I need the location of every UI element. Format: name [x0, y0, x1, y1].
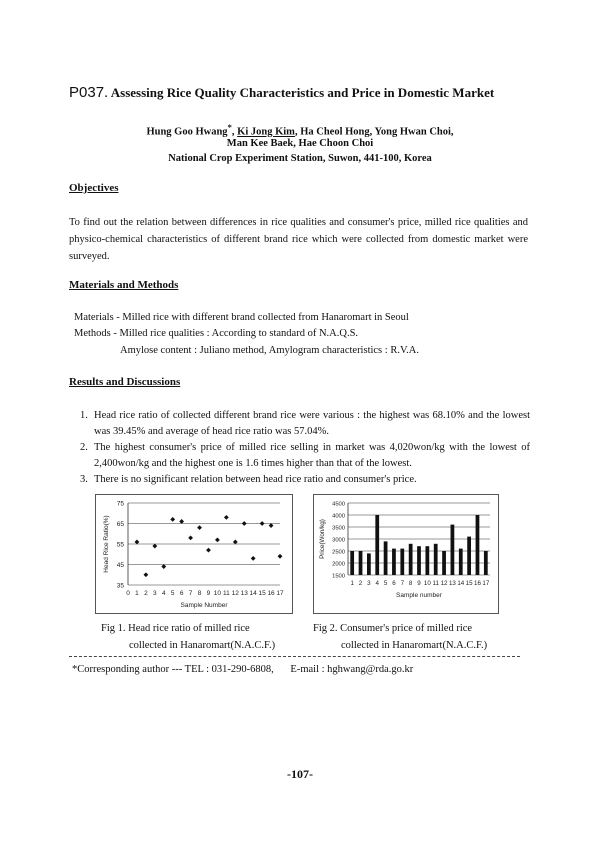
- y-tick-label: 35: [116, 582, 124, 590]
- x-tick-label: 16: [267, 590, 275, 597]
- y-axis-label: Price(Won/kg): [319, 519, 326, 559]
- x-tick-label: 4: [161, 590, 166, 597]
- x-tick-label: 5: [170, 590, 175, 597]
- data-point: [197, 525, 202, 530]
- bar: [359, 551, 363, 575]
- x-tick-label: 2: [144, 590, 148, 597]
- y-tick-label: 4000: [332, 513, 345, 520]
- footnote-author: *Corresponding author --- TEL : 031-290-6808,: [72, 664, 274, 675]
- x-tick-label: 17: [276, 590, 284, 597]
- data-point: [179, 519, 184, 524]
- x-axis-label: Sample Number: [180, 602, 228, 609]
- results-item-text: Head rice ratio of collected different brand rice were various : the highest was 68.10% and the lowest was 39.45% and average of head rice ratio was 57.04%.: [94, 410, 530, 437]
- methods-qualities: Methods - Milled rice qualities : According to standard of N.A.Q.S.: [74, 328, 359, 339]
- x-tick-label: 0: [126, 590, 130, 597]
- x-tick-label: 8: [408, 580, 413, 587]
- author-first: Hung Goo Hwang: [146, 126, 228, 138]
- y-tick-label: 55: [116, 541, 124, 549]
- figure-1-caption-line-2: collected in Hanaromart(N.A.C.F.): [129, 640, 276, 651]
- methods-heading: Materials and Methods: [69, 279, 179, 291]
- bar: [442, 551, 446, 575]
- x-tick-label: 7: [188, 590, 193, 597]
- bar: [484, 551, 488, 575]
- figure-2-chart: [313, 494, 499, 614]
- results-heading: Results and Discussions: [69, 376, 181, 388]
- x-tick-label: 3: [153, 590, 157, 597]
- results-item-number: 2.: [80, 442, 88, 453]
- y-tick-label: 2500: [332, 549, 345, 556]
- data-point: [278, 554, 283, 559]
- bar: [459, 549, 463, 575]
- data-point: [143, 572, 148, 577]
- bar: [350, 551, 354, 575]
- y-tick-label: 65: [116, 521, 124, 528]
- x-tick-label: 13: [448, 580, 456, 587]
- bar: [417, 546, 421, 575]
- y-axis-label: Head Rice Ratio(%): [103, 515, 110, 573]
- data-point: [260, 521, 265, 526]
- paper-title: [69, 84, 494, 101]
- x-tick-label: 15: [258, 590, 266, 597]
- bar: [467, 537, 471, 575]
- bar: [367, 553, 371, 575]
- x-tick-label: 15: [465, 580, 473, 587]
- data-point: [242, 521, 247, 526]
- x-tick-label: 17: [482, 580, 490, 587]
- x-tick-label: 3: [367, 580, 371, 587]
- data-point: [269, 523, 274, 528]
- x-tick-label: 6: [179, 590, 184, 597]
- data-point: [170, 517, 175, 522]
- data-point: [224, 515, 229, 520]
- footnote: [72, 664, 413, 675]
- x-tick-label: 9: [206, 590, 211, 597]
- x-tick-label: 14: [457, 580, 465, 587]
- x-tick-label: 9: [417, 580, 421, 587]
- footnote-divider: [69, 656, 520, 657]
- author-underlined: Ki Jong Kim: [237, 126, 295, 138]
- results-item-1: [80, 408, 530, 440]
- x-axis-label: Sample number: [396, 592, 442, 599]
- results-item-number: 3.: [80, 474, 88, 485]
- y-tick-label: 4500: [332, 501, 345, 508]
- results-item-number: 1.: [80, 410, 88, 421]
- data-point: [135, 540, 140, 545]
- figure-1-caption-line-1: Fig 1. Head rice ratio of milled rice: [101, 623, 250, 634]
- author-rest: , Ha Cheol Hong, Yong Hwan Choi,: [294, 126, 454, 138]
- bar: [476, 515, 480, 575]
- methods-amylose: Amylose content : Juliano method, Amylogram characteristics : R.V.A.: [120, 345, 420, 356]
- x-tick-label: 7: [400, 580, 405, 587]
- x-tick-label: 6: [392, 580, 396, 587]
- x-tick-label: 14: [249, 590, 257, 597]
- footnote-email: E-mail : hghwang@rda.go.kr: [290, 664, 414, 675]
- x-tick-label: 10: [213, 590, 222, 597]
- affiliation: National Crop Experiment Station, Suwon, 441-100, Korea: [168, 153, 432, 164]
- figure-2-caption-line-1: Fig 2. Consumer's price of milled rice: [313, 623, 473, 634]
- bar: [375, 515, 379, 575]
- x-tick-label: 1: [350, 580, 354, 587]
- y-tick-label: 3000: [332, 537, 345, 544]
- figure-1-caption: [101, 620, 275, 654]
- paper-code: P037.: [69, 84, 109, 101]
- author-line-2: Man Kee Baek, Hae Choon Choi: [226, 138, 374, 149]
- bar: [409, 544, 413, 575]
- x-tick-label: 4: [375, 580, 379, 587]
- results-item-2: [80, 440, 530, 472]
- figure-1-chart: [95, 494, 293, 614]
- x-tick-label: 12: [231, 590, 239, 597]
- x-tick-label: 12: [440, 580, 448, 587]
- x-tick-label: 5: [383, 580, 388, 587]
- x-tick-label: 13: [240, 590, 248, 597]
- bar: [451, 525, 455, 575]
- bar: [425, 546, 429, 575]
- author-line-1: [0, 122, 600, 138]
- data-point: [215, 538, 220, 543]
- data-point: [251, 556, 256, 561]
- data-point: [206, 548, 211, 553]
- objectives-heading: Objectives: [69, 182, 119, 194]
- x-tick-label: 11: [222, 590, 230, 597]
- methods-materials: Materials - Milled rice with different brand collected from Hanaromart in Seoul: [74, 312, 409, 323]
- bar: [392, 549, 396, 575]
- results-item-text: There is no significant relation between head rice ratio and consumer's price.: [94, 474, 417, 485]
- data-point: [233, 540, 238, 545]
- bar-chart-svg: [314, 495, 498, 613]
- bar: [400, 549, 404, 575]
- x-tick-label: 2: [358, 580, 363, 587]
- author-sep: ,: [231, 126, 238, 138]
- objectives-text: To find out the relation between differences in rice qualities and consumer's price, milled rice qualities and physico-chemical characteristics of different brand rice which were collected from domestic market were surveyed.: [69, 217, 528, 262]
- bar: [434, 544, 438, 575]
- bar: [384, 541, 388, 575]
- x-tick-label: 16: [474, 580, 481, 587]
- results-item-3: [80, 472, 530, 488]
- x-tick-label: 11: [432, 580, 439, 587]
- page-number: -107-: [287, 767, 313, 781]
- x-tick-label: 1: [135, 590, 139, 597]
- data-point: [161, 564, 166, 569]
- results-item-text: The highest consumer's price of milled rice selling in market was 4,020won/kg with the lowest of 2,400won/kg and the highest one is 1.6 times higher than that of the lowest.: [94, 442, 530, 469]
- paper-title-text: Assessing Rice Quality Characteristics and Price in Domestic Market: [110, 85, 495, 100]
- figure-2-caption-line-2: collected in Hanaromart(N.A.C.F.): [341, 640, 488, 651]
- x-tick-label: 8: [197, 590, 202, 597]
- results-list: [80, 408, 530, 488]
- data-point: [188, 535, 193, 540]
- y-tick-label: 75: [116, 500, 124, 508]
- y-tick-label: 1500: [332, 573, 345, 580]
- y-tick-label: 2000: [332, 561, 345, 568]
- data-point: [152, 544, 157, 549]
- figure-2-caption: [313, 620, 487, 654]
- corresponding-mark: *: [227, 122, 232, 132]
- y-tick-label: 45: [116, 562, 124, 569]
- x-tick-label: 10: [423, 580, 431, 587]
- y-tick-label: 3500: [332, 525, 345, 532]
- scatter-chart-svg: [96, 495, 292, 613]
